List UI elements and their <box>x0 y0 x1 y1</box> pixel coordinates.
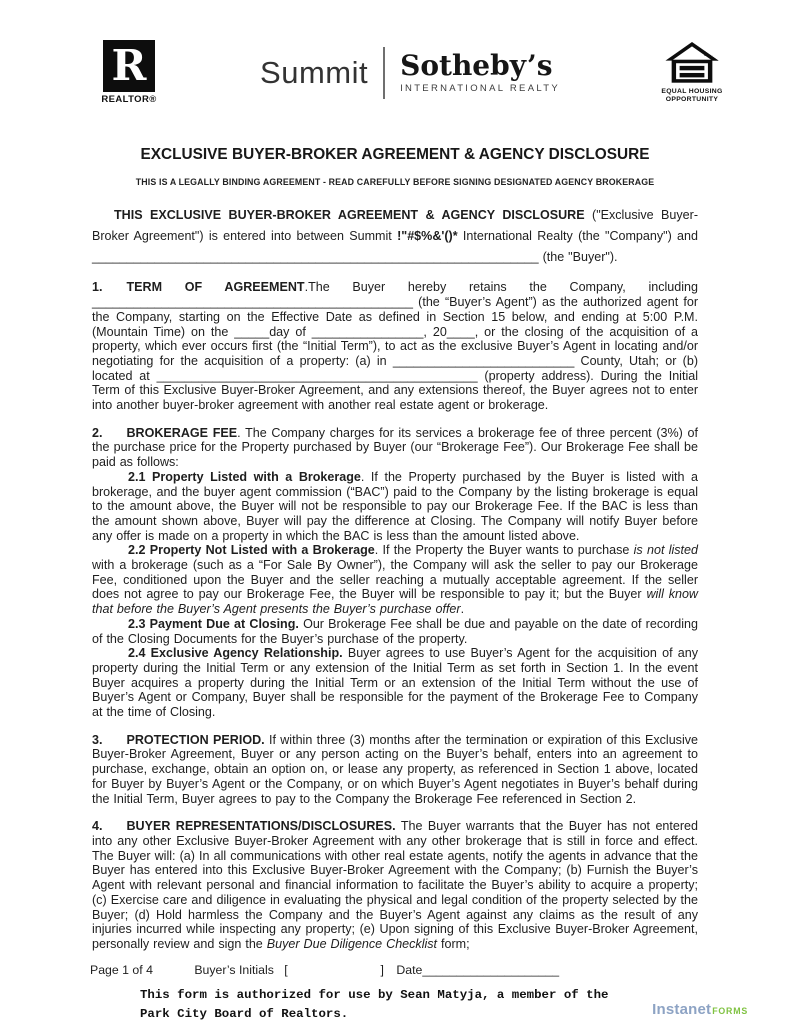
text-run: . The Company charges for its services a brokerage fee of three percent (3%) of the purchase price for the Property purchased by Buyer (our “Brokerage Fee”). Our Brokerage Fee shall be paid as follows: <box>92 425 698 470</box>
text-run: form; <box>437 936 470 951</box>
text-run: . If the Property purchased by the Buyer is listed with a brokerage, and the buyer agent commission (“BAC”) paid to the Company by the listing brokerage is equal to the amount above, the Buyer will not be responsible to pay our Brokerage Fee. If the BAC is less than the amount shown above, Buyer will pay the difference at Closing. The Company will notify Buyer before any offer is made on a property in which the BAC is less than the amount listed above. <box>92 469 698 543</box>
text-run: The Buyer warrants that the Buyer has not entered into any other Exclusive Buyer-Broker Agreement with any other brokerage that is still in force and effect. The Buyer will: (a) In all communications with other real estate agents, notify the agents in advance that the Buyer has entered into this Exclusive Buyer-Broker Agreement with the Company; (b) Furnish the Buyer’s Agent with relevant personal and financial information to facilitate the Buyer’s ability to acquire a property; (c) Exercise care and diligence in evaluating the physical and legal condition of the property selected by the Buyer; (d) Hold harmless the Company and the Buyer’s Agent against any claims as the result of any injuries incurred while inspecting any property; (e) Upon signing of this Exclusive Buyer-Broker Agreement, personally review and sign the <box>92 819 699 951</box>
equal-housing-line1: EQUAL HOUSING <box>661 87 723 95</box>
text-run: 3. <box>92 732 103 747</box>
text-run: . <box>460 602 465 617</box>
initials-bracket-close: ] <box>380 963 384 977</box>
realtor-letter: R <box>111 41 147 90</box>
text-run: .The Buyer hereby retains the Company, including ______________________________________________ (the “Buyer’s Agent”) as the authorized agent for the Company, starting on the Effective Date as defined in Section 15 below, and ending at 5:00 P.M. (Mountain Time) on the _____day of ________________, 20____, or the closing of the acquisition of a property, which ever occurs first (the “Initial Term”), to act as the exclusive Buyer’s Agent in locating and/or negotiating for the acquisition of a property: (a) in __________________________ County, Utah; or (b) located at ______________________________________________ (property address). During the Initial Term of this Exclusive Buyer-Broker Agreement, and any extensions thereof, the Buyer agrees not to enter into another buyer-broker agreement with another real estate agent or brokerage. <box>92 280 699 413</box>
text-run: PROTECTION PERIOD. <box>126 732 265 747</box>
text-run: 4. <box>92 819 103 834</box>
equal-housing-house-icon <box>665 42 719 88</box>
equal-housing-label <box>661 88 722 104</box>
brand-divider <box>383 47 385 99</box>
section-4-buyer-representations-disclosures <box>92 819 698 951</box>
brand-sothebys: Sotheby’s <box>400 48 553 82</box>
text-run: 2. <box>92 425 103 440</box>
section-3-protection-period <box>92 733 698 807</box>
text-run: BROKERAGE FEE <box>126 425 238 440</box>
buyers-initials-label: Buyer’s Initials <box>194 963 274 977</box>
text-run: 2.3 Payment Due at Closing. <box>128 616 299 631</box>
page-number: Page 1 of 4 <box>90 963 153 977</box>
section-1-term-of-agreement <box>92 280 698 412</box>
summit-sothebys-logo <box>260 47 560 99</box>
document-content <box>92 146 698 952</box>
brand-tagline: INTERNATIONAL REALTY <box>400 83 560 95</box>
agreement-paragraphs <box>92 205 698 952</box>
realtor-logo <box>90 40 168 105</box>
text-run: . If the Property the Buyer wants to purchase <box>374 543 634 558</box>
text-run: Our Brokerage Fee shall be due and payable on the date of recording of the Closing Documents for the Buyer’s purchase of the property. <box>92 616 698 646</box>
text-run: with a brokerage (such as a “For Sale By Owner”), the Company will ask the seller to pay our Brokerage Fee, conditioned upon the Buyer and the seller reaching a mutually acceptable agreement. If the seller does not agree to pay our Brokerage Fee, the Buyer will be responsible to pay it; but the Buyer <box>92 558 698 602</box>
text-run: 2.2 Property Not Listed with a Brokerage <box>128 543 375 558</box>
text-run: BUYER REPRESENTATIONS/DISCLOSURES. <box>126 819 396 834</box>
text-run: Buyer Due Diligence Checklist <box>266 936 438 951</box>
text-run: If within three (3) months after the termination or expiration of this Exclusive Buyer-Broker Agreement, Buyer or any person acting on the Buyer’s behalf, enters into an agreement to purchase, exchange, obtain an option on, or lease any property, as referenced in Section 1 above, located for Buyer by Buyer’s Agent or the Company, or on which Buyer’s Agent negotiates in Buyer’s behalf during the Initial Term, Buyer agrees to pay to the Company the Brokerage Fee referenced in Section 2. <box>92 732 698 806</box>
section-2-4-exclusive-agency-relationship <box>92 646 698 720</box>
intro-paragraph <box>92 205 698 267</box>
initials-bracket-open: [ <box>284 963 288 977</box>
section-2-2-property-not-listed <box>92 543 698 617</box>
text-run: TERM OF AGREEMENT <box>126 280 305 295</box>
text-run: will know that before the Buyer’s Agent presents the Buyer’s purchase offer <box>92 587 698 617</box>
text-run: 2.1 Property Listed with a Brokerage <box>128 469 361 484</box>
text-run: !"#$%&'()* <box>397 228 458 243</box>
equal-housing-logo <box>652 42 732 104</box>
section-2-brokerage-fee <box>92 426 698 470</box>
equal-housing-line2: OPPORTUNITY <box>665 95 719 103</box>
document-title: EXCLUSIVE BUYER-BROKER AGREEMENT & AGENCY DISCLOSURE <box>140 146 650 163</box>
realtor-label: REALTOR® <box>101 94 157 105</box>
brand-summit: Summit <box>260 54 369 90</box>
instanet-logo-instanet: Instanet <box>652 1001 712 1018</box>
instanet-forms-logo <box>652 1001 748 1019</box>
text-run: 2.4 Exclusive Agency Relationship. <box>128 646 343 661</box>
date-field[interactable]: Date____________________ <box>396 963 560 977</box>
text-run: Buyer agrees to use Buyer’s Agent for the acquisition of any property during the Initial Term or any extension of the Initial Term as set forth in Section 1. In the event Buyer acquires a property during the Initial Term or an extension of the Initial Term without the use of Buyer’s Agent or Company, Buyer shall be responsible for the payment of the Brokerage Fee to Company at the time of Closing. <box>92 646 698 720</box>
text-run: 1. <box>92 280 103 295</box>
instanet-logo-forms: FORMS <box>712 1006 748 1016</box>
authorization-line2: Park City Board of Realtors. <box>140 1007 349 1021</box>
document-subtitle: THIS IS A LEGALLY BINDING AGREEMENT - READ CAREFULLY BEFORE SIGNING DESIGNATED AGENCY BROKERAGE <box>135 177 655 187</box>
realtor-r-icon <box>103 40 155 92</box>
document-header <box>90 40 732 105</box>
text-run: is not listed <box>633 543 698 558</box>
text-run: ("Exclusive Buyer-Broker Agreement") is entered into between Summit <box>92 208 698 243</box>
section-2-3-payment-due-at-closing <box>92 617 698 646</box>
text-run: International Realty (the "Company") and ________________________________________________________________ (the "Buyer"). <box>92 228 698 264</box>
authorization-notice <box>140 986 608 1024</box>
section-2-1-property-listed <box>92 470 698 544</box>
authorization-line1: This form is authorized for use by Sean Matyja, a member of the <box>140 988 609 1002</box>
text-run: THIS EXCLUSIVE BUYER-BROKER AGREEMENT & AGENCY DISCLOSURE <box>114 208 585 222</box>
footer-row <box>90 963 700 977</box>
